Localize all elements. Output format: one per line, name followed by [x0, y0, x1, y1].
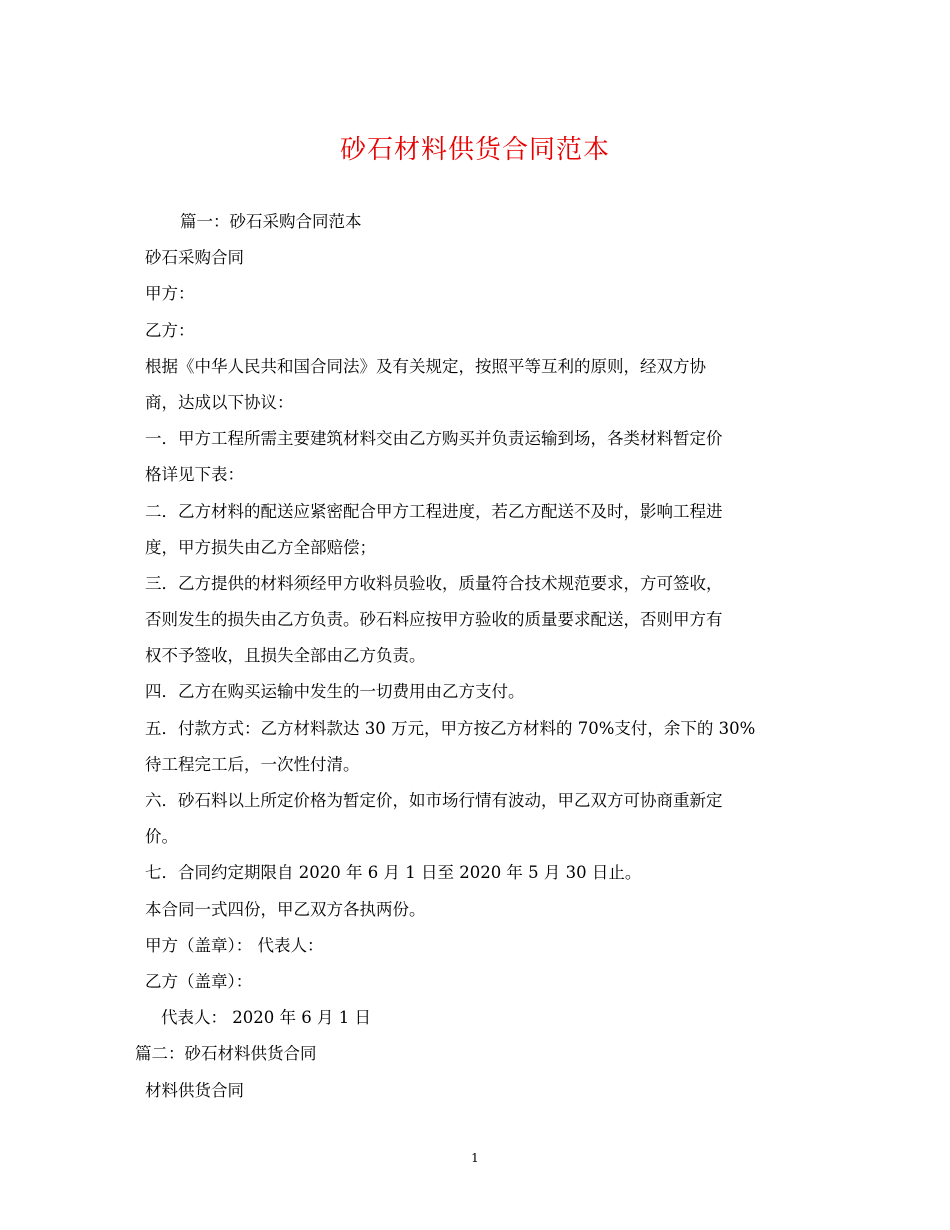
clause-3-line-2: 否则发生的损失由乙方负责。砂石料应按甲方验收的质量要求配送，否则甲方有: [145, 610, 723, 630]
clause-6-line-2: 价。: [145, 827, 178, 847]
clause-4-line-1: 四．乙方在购买运输中发生的一切费用由乙方支付。: [145, 682, 525, 702]
copies-line: 本合同一式四份，甲乙双方各执两份。: [145, 899, 426, 919]
clause-1-line-1: 一．甲方工程所需主要建筑材料交由乙方购买并负责运输到场，各类材料暂定价: [145, 429, 723, 449]
party-b-line: 乙方：: [145, 320, 195, 340]
party-a-line: 甲方：: [145, 284, 195, 304]
supply-contract-name: 材料供货合同: [145, 1080, 244, 1100]
preamble-line-2: 商，达成以下协议：: [145, 392, 294, 412]
clause-1-line-2: 格详见下表：: [145, 465, 244, 485]
clause-5-line-1: 五．付款方式：乙方材料款达 30 万元，甲方按乙方材料的 70%支付，余下的 30%: [145, 718, 756, 738]
document-body: [135, 204, 810, 1109]
section-heading-1: 篇一：砂石采购合同范本: [180, 212, 362, 231]
clause-3-line-3: 权不予签收，且损失全部由乙方负责。: [145, 646, 426, 666]
clause-7-line-1: 七．合同约定期限自 2020 年 6 月 1 日至 2020 年 5 月 30 日止。: [145, 863, 642, 883]
representative-date-line: 代表人： 2020 年 6 月 1 日: [161, 1008, 371, 1028]
clause-3-line-1: 三．乙方提供的材料须经甲方收料员验收，质量符合技术规范要求，方可签收，: [145, 573, 723, 593]
party-a-seal-line: 甲方（盖章）： 代表人：: [145, 935, 324, 955]
clause-2-line-2: 度，甲方损失由乙方全部赔偿；: [145, 537, 376, 557]
document-title: 砂石材料供货合同范本: [339, 135, 610, 165]
page-number: 1: [471, 1151, 479, 1165]
clause-2-line-1: 二．乙方材料的配送应紧密配合甲方工程进度，若乙方配送不及时，影响工程进: [145, 501, 723, 521]
clause-6-line-1: 六．砂石料以上所定价格为暂定价，如市场行情有波动，甲乙双方可协商重新定: [145, 791, 723, 810]
section-heading-2: 篇二：砂石材料供货合同: [135, 1044, 317, 1064]
contract-name: 砂石采购合同: [145, 248, 244, 268]
preamble-line-1: 根据《中华人民共和国合同法》及有关规定，按照平等互利的原则，经双方协: [145, 356, 706, 376]
party-b-seal-line: 乙方（盖章）：: [145, 971, 253, 991]
clause-5-line-2: 待工程完工后，一次性付清。: [145, 754, 360, 774]
